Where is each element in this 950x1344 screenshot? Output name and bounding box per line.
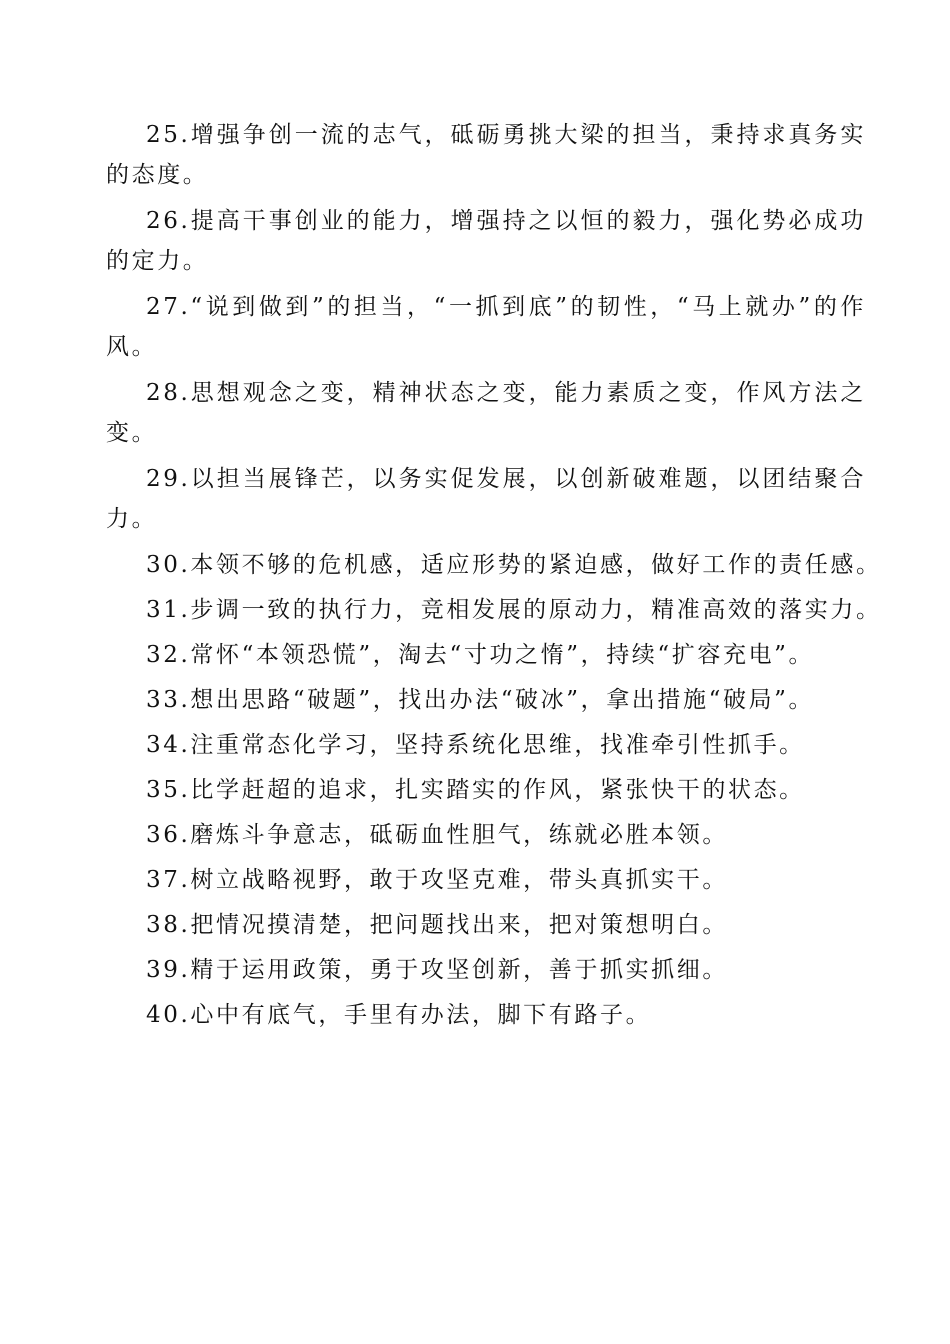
list-item-29: 29.以担当展锋芒，以务实促发展，以创新破难题，以团结聚合力。 <box>106 466 866 532</box>
list-item-31: 31.步调一致的执行力，竞相发展的原动力，精准高效的落实力。 <box>146 597 882 623</box>
list-item-32: 32.常怀“本领恐慌”，淘去“寸功之惰”，持续“扩容充电”。 <box>146 642 815 668</box>
list-item-26: 26.提高干事创业的能力，增强持之以恒的毅力，强化势必成功的定力。 <box>106 208 866 274</box>
list-item-34: 34.注重常态化学习，坚持系统化思维，找准牵引性抓手。 <box>146 732 805 758</box>
list-item-40: 40.心中有底气，手里有办法，脚下有路子。 <box>146 1002 652 1028</box>
document-body <box>106 115 882 1040</box>
list-item-27: 27.“说到做到”的担当，“一抓到底”的韧性，“马上就办”的作风。 <box>106 294 866 360</box>
list-item-35: 35.比学赶超的追求，扎实踏实的作风，紧张快干的状态。 <box>146 777 805 803</box>
list-item-33: 33.想出思路“破题”，找出办法“破冰”，拿出措施“破局”。 <box>146 687 815 713</box>
list-item-39: 39.精于运用政策，勇于攻坚创新，善于抓实抓细。 <box>146 957 728 983</box>
list-item-28: 28.思想观念之变，精神状态之变，能力素质之变，作风方法之变。 <box>106 380 866 446</box>
list-item-37: 37.树立战略视野，敢于攻坚克难，带头真抓实干。 <box>146 867 728 893</box>
list-item-38: 38.把情况摸清楚，把问题找出来，把对策想明白。 <box>146 912 728 938</box>
list-item-30: 30.本领不够的危机感，适应形势的紧迫感，做好工作的责任感。 <box>146 552 882 578</box>
list-item-36: 36.磨炼斗争意志，砥砺血性胆气，练就必胜本领。 <box>146 822 728 848</box>
list-item-25: 25.增强争创一流的志气，砥砺勇挑大梁的担当，秉持求真务实的态度。 <box>106 122 866 188</box>
